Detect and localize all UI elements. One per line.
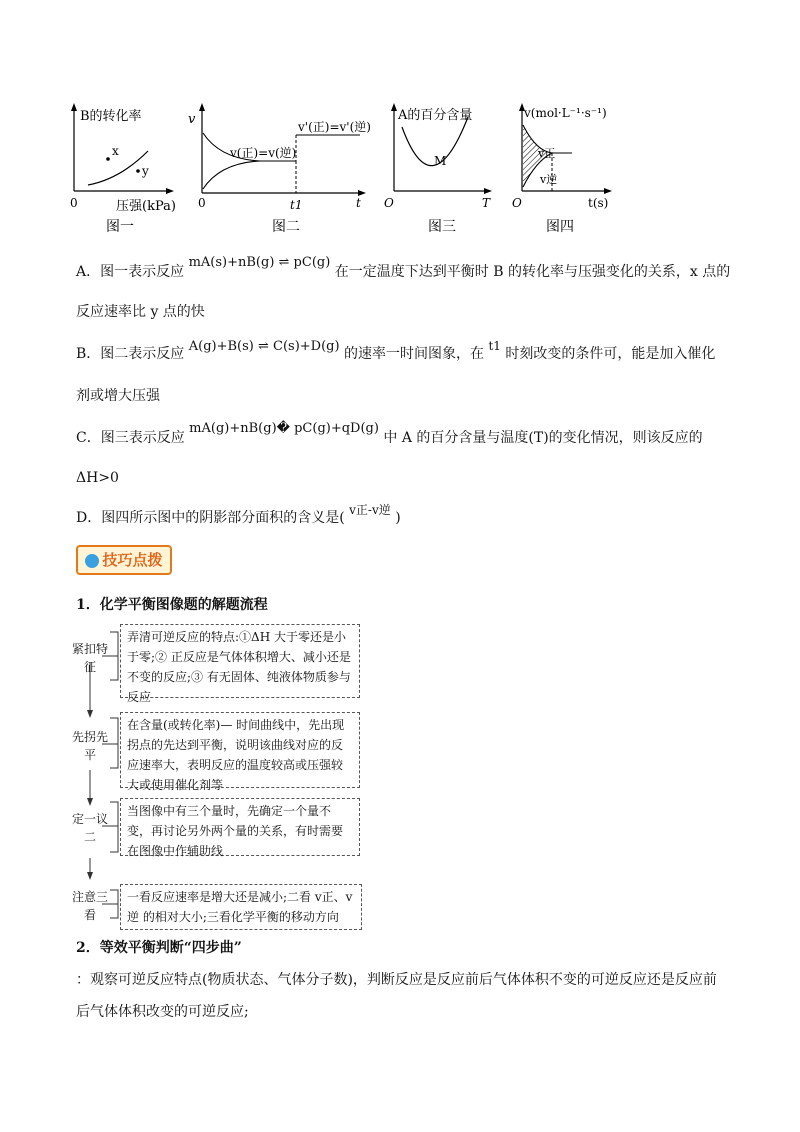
fig1-origin: 0	[70, 196, 78, 210]
fig3-origin: O	[384, 196, 394, 210]
option-a-line2: 反应速率比 y 点的快	[76, 304, 205, 320]
option-b-text: 的速率一时间图象，在	[344, 346, 485, 362]
fig3-xlabel: T	[482, 196, 491, 210]
figure-3	[384, 103, 492, 235]
fig2-t1: t1	[290, 198, 303, 212]
flow-node-4: 注意三看	[72, 890, 109, 922]
section2-title: 2．等效平衡判断“四步曲”	[76, 940, 242, 956]
option-b-line2: 剂或增大压强	[76, 388, 160, 404]
fig3-caption: 图三	[428, 219, 456, 235]
fig2-label-high: v'(正)=v'(逆)	[298, 120, 371, 134]
option-b-formula: A(g)+B(s) ⇌ C(s)+D(g)	[188, 339, 340, 354]
fig3-point: M	[434, 154, 447, 168]
option-c-text: 中 A 的百分含量与温度(T)的变化情况，则该反应的	[383, 430, 703, 446]
option-d-suffix: )	[395, 510, 401, 526]
fig4-origin: O	[512, 196, 522, 210]
option-c-line1	[76, 421, 703, 449]
flow-box-4: 一看反应速率是增大还是减小;二看 v正、v逆 的相对大小;三看化学平衡的移动方向	[120, 884, 362, 930]
fig2-ylabel: v	[188, 112, 196, 127]
flow-box-1: 弄清可逆反应的特点:①ΔH 大于零还是小于零;② 正反应是气体体积增大、减小还是不变的反应;③ 有无固体、纯液体物质参与反应	[120, 624, 360, 698]
fig4-v-rev: v逆	[540, 173, 558, 186]
figures-row	[60, 95, 620, 240]
fig4-caption: 图四	[546, 219, 574, 235]
section2-line1: ：观察可逆反应特点(物质状态、气体分子数)，判断反应是反应前后气体体积不变的可逆反应还是反应前	[76, 972, 717, 988]
fig3-ylabel: A的百分含量	[398, 108, 473, 123]
fig2-caption: 图二	[272, 219, 300, 235]
section1-title: 1．化学平衡图像题的解题流程	[76, 597, 268, 613]
fig2-label-low: v(正)=v(逆)	[230, 146, 297, 160]
fig2-origin: 0	[198, 196, 206, 210]
option-b-t1: t1	[488, 339, 501, 353]
option-c-prefix: C．图三表示反应	[76, 430, 185, 446]
option-a-text: 在一定温度下达到平衡时 B 的转化率与压强变化的关系，x 点的	[334, 264, 731, 280]
fig1-caption: 图一	[106, 219, 134, 235]
fig4-v-fwd: v正	[538, 147, 556, 160]
fig1-point-y: y	[142, 164, 149, 178]
option-a-prefix: A．图一表示反应	[76, 264, 185, 280]
flow-node-2: 先拐先平	[72, 730, 109, 762]
tip-badge-label: 技巧点拨	[102, 551, 163, 569]
option-a-formula: mA(s)+nB(g) ⇌ pC(g)	[188, 255, 331, 270]
fig4-xlabel: t(s)	[588, 196, 609, 210]
figure-4	[512, 103, 612, 235]
fig1-xlabel: 压强(kPa)	[116, 199, 176, 214]
option-a-line1	[76, 255, 731, 283]
flow-box-3: 当图像中有三个量时，先确定一个量不变，再讨论另外两个量的关系，有时需要在图像中作辅助线	[120, 798, 360, 856]
section2-line2: 后气体体积改变的可逆反应;	[76, 1004, 249, 1020]
flow-box-2: 在含量(或转化率)— 时间曲线中，先出现拐点的先达到平衡，说明该曲线对应的反应速率大，表明反应的温度较高或压强较大或使用催化剂等	[120, 712, 360, 788]
option-b-text2: 时刻改变的条件可，能是加入催化	[505, 346, 716, 362]
option-b-prefix: B．图二表示反应	[76, 346, 185, 362]
option-d-line1	[76, 503, 401, 528]
fig1-point-x: x	[112, 144, 119, 158]
magnifier-icon	[85, 554, 99, 568]
figure-1	[70, 103, 176, 235]
option-b-line1	[76, 339, 716, 365]
option-c-formula: mA(g)+nB(g)� pC(g)+qD(g)	[189, 421, 379, 436]
flow-node-3: 定一议二	[72, 812, 109, 844]
fig4-ylabel: v(mol·L⁻¹·s⁻¹)	[524, 106, 607, 120]
fig1-ylabel: B的转化率	[80, 109, 142, 124]
flow-node-1: 紧扣特征	[72, 642, 109, 674]
option-c-line2: ΔH>0	[76, 470, 119, 486]
option-d-formula: v正-v逆	[349, 503, 391, 517]
fig2-t: t	[356, 196, 361, 210]
tip-badge	[76, 545, 172, 575]
figure-2	[188, 103, 371, 235]
option-d-prefix: D．图四所示图中的阴影部分面积的含义是(	[76, 510, 345, 526]
